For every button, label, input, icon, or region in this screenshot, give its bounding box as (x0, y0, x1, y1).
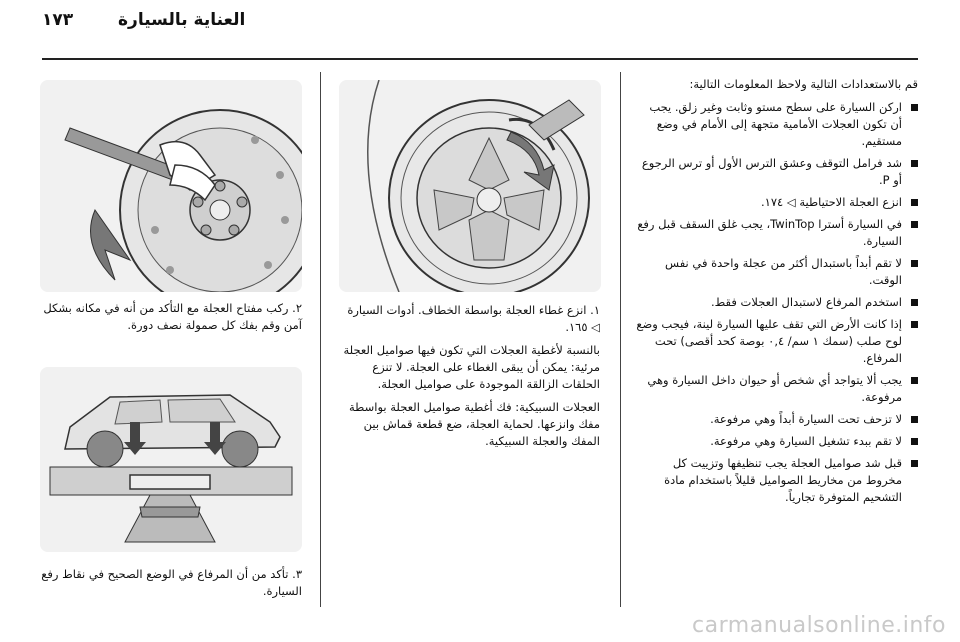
watermark: carmanualsonline.info (692, 613, 946, 638)
bullet-icon (911, 460, 918, 467)
list-item: يجب ألا يتواجد أي شخص أو حيوان داخل السيارة وهي مرفوعة. (636, 372, 918, 406)
instructions-column (636, 76, 918, 511)
bullet-icon (911, 199, 918, 206)
list-item: لا تزحف تحت السيارة أبداً وهي مرفوعة. (636, 411, 918, 428)
bullet-icon (911, 299, 918, 306)
list-item: استخدم المرفاع لاستبدال العجلات فقط. (636, 294, 918, 311)
bullet-icon (911, 260, 918, 267)
bullet-icon (911, 160, 918, 167)
bullet-icon (911, 104, 918, 111)
instructions-intro: قم بالاستعدادات التالية ولاحظ المعلومات التالية: (689, 77, 918, 91)
caption-step-3: ٣. تأكد من أن المرفاع في الوضع الصحيح في نقاط رفع السيارة. (41, 567, 302, 598)
hubcap-removal-figure (339, 80, 601, 292)
bullet-icon (911, 321, 918, 328)
caption-step-2: ٢. ركب مفتاح العجلة مع التأكد من أنه في مكانه بشكل آمن وقم بفك كل صمولة نصف دورة. (43, 301, 302, 332)
wheel-wrench-illustration (40, 80, 302, 292)
wheel-hubcap-illustration (339, 80, 601, 292)
list-item: شد فرامل التوقف وعشق الترس الأول أو ترس الرجوع أو P. (636, 155, 918, 189)
top-rule (42, 58, 918, 60)
middle-captions (338, 302, 600, 456)
column-divider-left (320, 72, 321, 607)
list-item: انزع العجلة الاحتياطية ◁ ١٧٤. (636, 194, 918, 211)
bullet-icon (911, 416, 918, 423)
caption-hubcap-visible-nuts: بالنسبة لأغطية العجلات التي تكون فيها صواميل العجلة مرئية: يمكن أن يبقى الغطاء على العجلة. لا تنزع الحلقات الزالقة الموجودة على صواميل العجلة. (343, 343, 600, 391)
column-divider-right (620, 72, 621, 607)
list-item: إذا كانت الأرض التي تقف عليها السيارة لينة، فيجب وضع لوح صلب (سمك ١ سم/ ٠,٤ بوصة كحد أقصى) تحت المرفاع. (636, 316, 918, 367)
caption-step-1: ١. انزع غطاء العجلة بواسطة الخطاف. أدوات السيارة ◁ ١٦٥. (347, 303, 600, 334)
section-title: العناية بالسيارة (118, 10, 246, 30)
wheel-wrench-figure (40, 80, 302, 292)
bullet-icon (911, 221, 918, 228)
car-jack-figure (40, 367, 302, 552)
list-item: لا تقم ببدء تشغيل السيارة وهي مرفوعة. (636, 433, 918, 450)
list-item: قبل شد صواميل العجلة يجب تنظيفها وتزييت كل مخروط من مخاريط الصواميل قليلاً باستخدام مادة التشحيم المتوفرة تجارياً. (636, 455, 918, 506)
list-item: لا تقم أبداً باستبدال أكثر من عجلة واحدة في نفس الوقت. (636, 255, 918, 289)
car-jack-illustration (40, 367, 302, 552)
bullet-icon (911, 438, 918, 445)
caption-alloy-wheels: العجلات السبيكية: فك أغطية صواميل العجلة بواسطة مفك وانزعها. لحماية العجلة، ضع قطعة قماش بين المفك والعجلة السبيكية. (349, 400, 600, 448)
list-item: اركن السيارة على سطح مستو وثابت وغير زلق. يجب أن تكون العجلات الأمامية متجهة إلى الأمام في وضع مستقيم. (636, 99, 918, 150)
list-item: في السيارة أسترا TwinTop، يجب غلق السقف قبل رفع السيارة. (636, 216, 918, 250)
instructions-list (636, 99, 918, 506)
bullet-icon (911, 377, 918, 384)
page-number: ١٧٣ (42, 10, 74, 30)
